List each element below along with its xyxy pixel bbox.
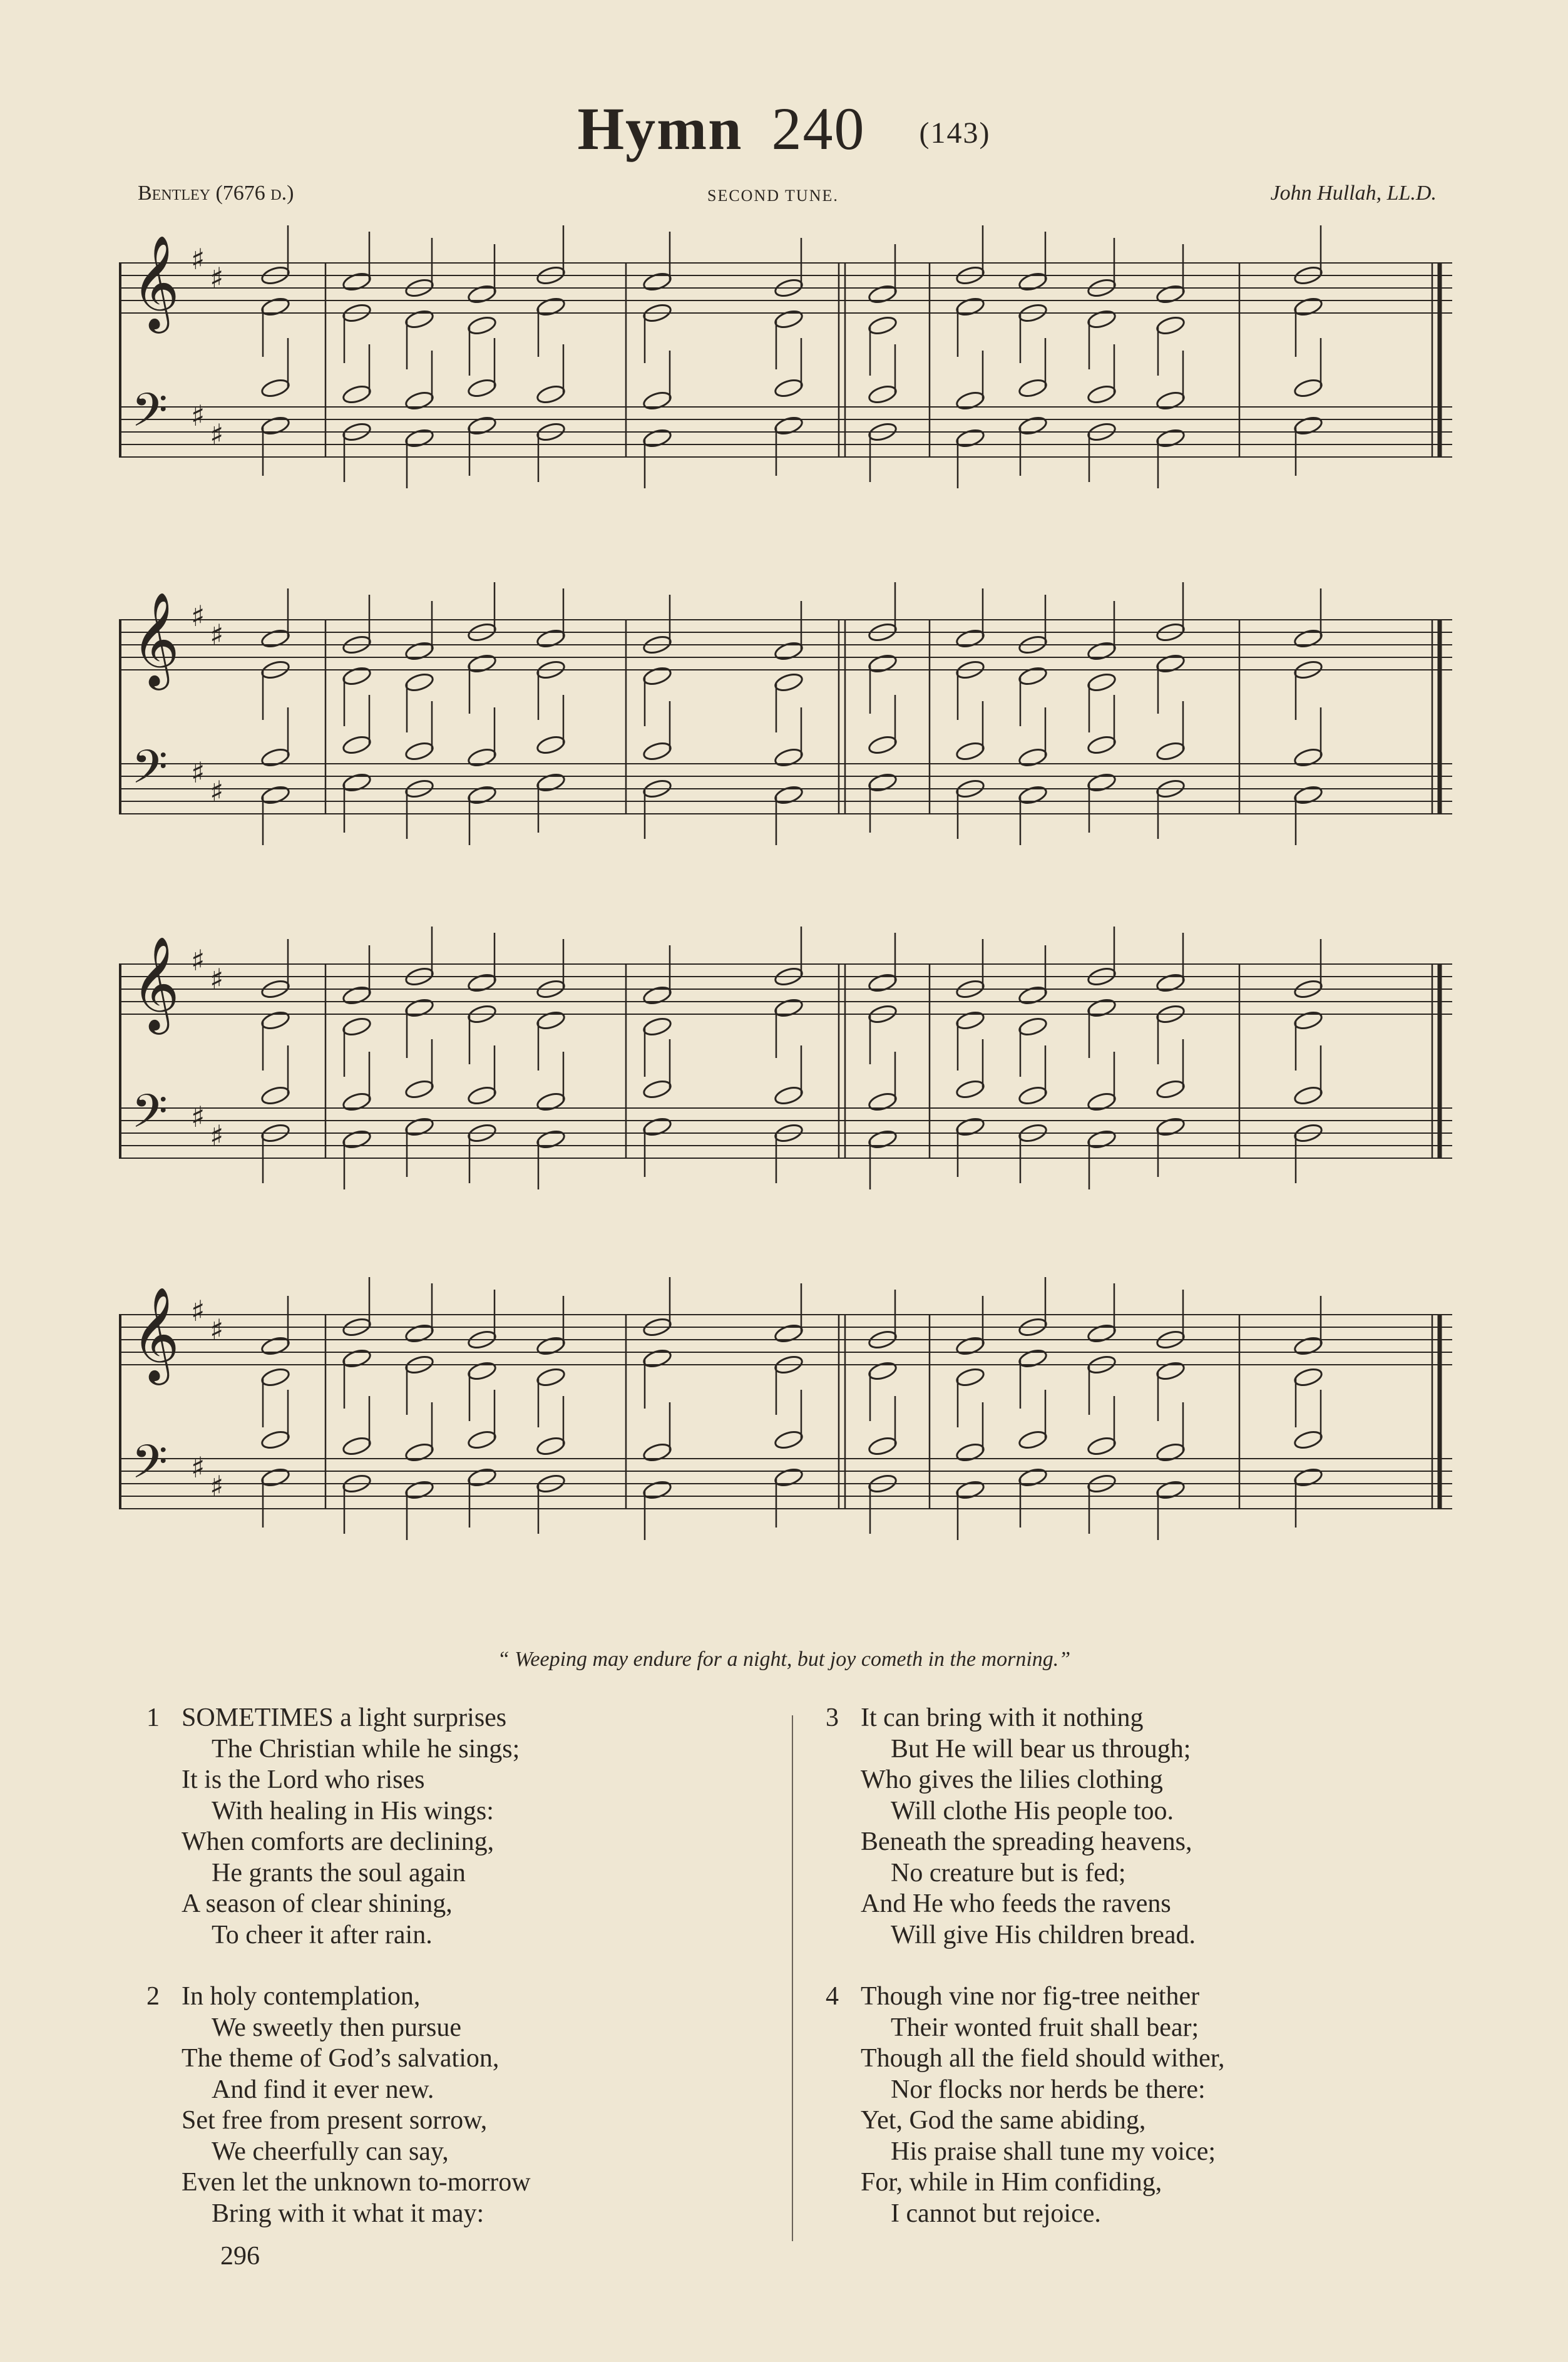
sharp-sign: ♯: [210, 1469, 224, 1503]
note-head: [1018, 377, 1048, 399]
note-head: [1087, 1091, 1117, 1113]
note-head: [467, 415, 498, 437]
composer: John Hullah, LL.D.: [1270, 182, 1437, 205]
note-head: [536, 384, 566, 406]
note-head: [404, 390, 435, 412]
bass-clef: 𝄢: [131, 1084, 168, 1150]
note-head: [260, 1367, 291, 1389]
bass-clef: 𝄢: [131, 740, 168, 806]
note-head: [1087, 1323, 1117, 1345]
note-head: [1018, 1467, 1048, 1489]
note-head: [536, 1367, 566, 1389]
sharp-sign: ♯: [210, 418, 224, 451]
note-head: [536, 1010, 566, 1032]
note-head: [260, 784, 291, 806]
note-head: [774, 784, 804, 806]
note-head: [774, 672, 804, 694]
note-head: [1156, 1360, 1186, 1382]
note-head: [1156, 315, 1186, 337]
note-head: [955, 741, 986, 763]
note-head: [536, 734, 566, 756]
verse-line: To cheer it after rain.: [212, 1920, 433, 1949]
note-head: [955, 1010, 986, 1032]
note-head: [868, 972, 898, 994]
note-head: [467, 972, 498, 994]
verse-line: Who gives the lilies clothing: [861, 1765, 1163, 1794]
note-head: [642, 1442, 673, 1464]
sharp-sign: ♯: [191, 1100, 205, 1134]
note-head: [342, 985, 372, 1007]
note-head: [955, 1479, 986, 1501]
bass-clef: 𝄢: [131, 1435, 168, 1501]
note-head: [404, 1079, 435, 1101]
title-word: Hymn: [577, 95, 743, 162]
note-head: [1087, 1435, 1117, 1457]
verse-line: Nor flocks nor herds be there:: [891, 2075, 1206, 2104]
note-head: [1087, 772, 1117, 794]
note-head: [868, 1435, 898, 1457]
note-head: [404, 672, 435, 694]
note-head: [1293, 1010, 1324, 1032]
verse-number: 3: [826, 1703, 839, 1732]
note-head: [467, 784, 498, 806]
note-head: [1293, 1467, 1324, 1489]
note-head: [1293, 377, 1324, 399]
note-head: [536, 1435, 566, 1457]
note-head: [642, 985, 673, 1007]
note-head: [260, 1010, 291, 1032]
note-head: [1087, 384, 1117, 406]
note-head: [868, 1091, 898, 1113]
note-head: [642, 428, 673, 449]
note-head: [536, 628, 566, 650]
music-system: [119, 225, 1458, 526]
sharp-sign: ♯: [210, 1119, 224, 1153]
note-head: [1087, 672, 1117, 694]
note-head: [342, 1129, 372, 1151]
note-head: [536, 1091, 566, 1113]
sharp-sign: ♯: [210, 1313, 224, 1347]
treble-clef: 𝄞: [131, 1286, 180, 1381]
verse-number: 1: [146, 1703, 160, 1732]
note-head: [642, 665, 673, 687]
note-head: [536, 296, 566, 318]
note-head: [1087, 309, 1117, 331]
note-head: [1293, 747, 1324, 769]
note-head: [1156, 1442, 1186, 1464]
verse-line: SOMETIMES a light surprises: [182, 1703, 507, 1732]
sharp-sign: ♯: [191, 756, 205, 789]
note-head: [404, 1116, 435, 1138]
alt-number: (143): [919, 116, 991, 150]
note-head: [1293, 415, 1324, 437]
sharp-sign: ♯: [210, 774, 224, 808]
note-head: [1018, 747, 1048, 769]
verse-line: And find it ever new.: [212, 2075, 434, 2104]
note-head: [774, 1467, 804, 1489]
note-head: [342, 772, 372, 794]
note-head: [868, 772, 898, 794]
note-head: [467, 1429, 498, 1451]
sharp-sign: ♯: [191, 399, 205, 433]
system-1-svg: [119, 225, 1458, 526]
treble-clef: 𝄞: [131, 234, 180, 329]
verse-column-left: [146, 1703, 782, 2260]
verse-line: It can bring with it nothing: [861, 1703, 1144, 1732]
sharp-sign: ♯: [210, 261, 224, 295]
verse-line: Though vine nor fig-tree neither: [861, 1982, 1200, 2011]
system-2-svg: [119, 582, 1458, 883]
verse-number: 2: [146, 1982, 160, 2011]
note-head: [955, 1367, 986, 1389]
note-head: [1293, 1335, 1324, 1357]
note-head: [642, 1079, 673, 1101]
note-head: [1156, 1116, 1186, 1138]
music-system: [119, 927, 1458, 1227]
verse-4: [826, 1981, 1474, 2229]
note-head: [868, 384, 898, 406]
note-head: [342, 1348, 372, 1370]
note-head: [342, 271, 372, 293]
verse-1: [146, 1703, 782, 1951]
verse-3: [826, 1703, 1474, 1951]
verse-line: In holy contemplation,: [182, 1982, 421, 2011]
note-head: [1293, 1429, 1324, 1451]
note-head: [342, 1091, 372, 1113]
note-head: [260, 1085, 291, 1107]
verse-line: Will give His children bread.: [891, 1920, 1196, 1949]
note-head: [467, 284, 498, 306]
note-head: [774, 309, 804, 331]
note-head: [1156, 653, 1186, 675]
hymn-number: 240: [771, 95, 866, 162]
note-head: [642, 1016, 673, 1038]
note-head: [1156, 1479, 1186, 1501]
page-number: 296: [220, 2242, 260, 2271]
tune-name: Bentley (7676 d.): [138, 182, 294, 205]
note-head: [467, 1085, 498, 1107]
note-head: [467, 315, 498, 337]
note-head: [955, 1442, 986, 1464]
note-head: [955, 628, 986, 650]
note-head: [467, 1467, 498, 1489]
note-head: [955, 428, 986, 449]
note-head: [868, 734, 898, 756]
note-head: [404, 640, 435, 662]
note-head: [1156, 284, 1186, 306]
note-head: [260, 747, 291, 769]
note-head: [955, 390, 986, 412]
note-head: [1018, 1429, 1048, 1451]
note-head: [955, 1079, 986, 1101]
verse-column-right: [826, 1703, 1474, 2260]
note-head: [868, 284, 898, 306]
epigraph: “ Weeping may endure for a night, but joy cometh in the morning.”: [497, 1648, 1071, 1671]
note-head: [1018, 415, 1048, 437]
sharp-sign: ♯: [191, 599, 205, 633]
note-head: [1087, 997, 1117, 1019]
note-head: [1018, 985, 1048, 1007]
note-head: [1156, 1079, 1186, 1101]
note-head: [955, 296, 986, 318]
note-head: [536, 772, 566, 794]
verse-line: Yet, God the same abiding,: [861, 2106, 1146, 2135]
note-head: [404, 428, 435, 449]
verse-line: When comforts are declining,: [182, 1827, 494, 1856]
note-head: [342, 665, 372, 687]
note-head: [868, 1129, 898, 1151]
column-divider: [792, 1715, 793, 2241]
verse-line: We sweetly then pursue: [212, 2013, 461, 2042]
note-head: [774, 415, 804, 437]
system-4-svg: [119, 1277, 1458, 1578]
note-head: [774, 377, 804, 399]
music-system: [119, 1277, 1458, 1578]
note-head: [642, 1479, 673, 1501]
note-head: [642, 390, 673, 412]
sharp-sign: ♯: [191, 1451, 205, 1484]
note-head: [1293, 628, 1324, 650]
system-3-svg: [119, 927, 1458, 1227]
note-head: [536, 1335, 566, 1357]
note-head: [774, 640, 804, 662]
note-head: [260, 415, 291, 437]
note-head: [642, 271, 673, 293]
note-head: [1156, 741, 1186, 763]
note-head: [260, 1335, 291, 1357]
note-head: [260, 377, 291, 399]
note-head: [404, 309, 435, 331]
note-head: [404, 1442, 435, 1464]
note-head: [404, 741, 435, 763]
note-head: [1018, 1348, 1048, 1370]
note-head: [404, 997, 435, 1019]
note-head: [774, 997, 804, 1019]
note-head: [467, 653, 498, 675]
note-head: [536, 1129, 566, 1151]
note-head: [774, 1085, 804, 1107]
note-head: [868, 1360, 898, 1382]
note-head: [467, 747, 498, 769]
note-head: [868, 315, 898, 337]
sharp-sign: ♯: [210, 618, 224, 652]
note-head: [404, 1323, 435, 1345]
note-head: [1018, 271, 1048, 293]
verse-line: But He will bear us through;: [891, 1734, 1191, 1764]
note-head: [1087, 1129, 1117, 1151]
note-head: [642, 1116, 673, 1138]
verse-line: Even let the unknown to-morrow: [182, 2168, 531, 2197]
treble-clef: 𝄞: [131, 591, 180, 686]
verse-line: He grants the soul again: [212, 1858, 466, 1887]
note-head: [1087, 734, 1117, 756]
note-head: [342, 734, 372, 756]
note-head: [342, 384, 372, 406]
note-head: [467, 1360, 498, 1382]
verse-line: Their wonted fruit shall bear;: [891, 2013, 1199, 2042]
note-head: [342, 1016, 372, 1038]
note-head: [260, 1467, 291, 1489]
verse-line: No creature but is fed;: [891, 1858, 1126, 1887]
bass-clef: 𝄢: [131, 383, 168, 449]
note-head: [342, 1435, 372, 1457]
sharp-sign: ♯: [210, 962, 224, 996]
verse-line: Bring with it what it may:: [212, 2199, 484, 2228]
note-head: [1156, 428, 1186, 449]
note-head: [1087, 640, 1117, 662]
note-head: [260, 628, 291, 650]
verse-line: Will clothe His people too.: [891, 1796, 1174, 1825]
note-head: [1293, 1367, 1324, 1389]
note-head: [955, 1335, 986, 1357]
note-head: [1156, 390, 1186, 412]
note-head: [1156, 972, 1186, 994]
note-head: [1293, 296, 1324, 318]
verse-line: And He who feeds the ravens: [861, 1889, 1171, 1918]
verse-line: His praise shall tune my voice;: [891, 2137, 1216, 2166]
verse-line: With healing in His wings:: [212, 1796, 494, 1825]
note-head: [955, 1116, 986, 1138]
verse-line: It is the Lord who rises: [182, 1765, 425, 1794]
note-head: [1018, 1085, 1048, 1107]
verse-line: Set free from present sorrow,: [182, 2106, 488, 2135]
note-head: [1293, 1085, 1324, 1107]
music-system: [119, 582, 1458, 883]
verse-line: The theme of God’s salvation,: [182, 2044, 500, 2073]
note-head: [642, 741, 673, 763]
treble-clef: 𝄞: [131, 935, 180, 1030]
note-head: [1018, 665, 1048, 687]
note-head: [1018, 784, 1048, 806]
sharp-sign: ♯: [191, 943, 205, 977]
note-head: [260, 296, 291, 318]
verse-line: I cannot but rejoice.: [891, 2199, 1101, 2228]
note-head: [774, 747, 804, 769]
verse-2: [146, 1981, 782, 2229]
hymn-title: [0, 94, 1568, 163]
tune-label: SECOND TUNE.: [707, 187, 839, 205]
verse-line: A season of clear shining,: [182, 1889, 453, 1918]
sharp-sign: ♯: [191, 1294, 205, 1328]
sharp-sign: ♯: [191, 242, 205, 276]
verse-line: For, while in Him confiding,: [861, 2168, 1162, 2197]
note-head: [868, 653, 898, 675]
verse-line: Though all the field should wither,: [861, 2044, 1225, 2073]
verse-line: We cheerfully can say,: [212, 2137, 449, 2166]
note-head: [1293, 784, 1324, 806]
note-head: [467, 377, 498, 399]
note-head: [774, 1323, 804, 1345]
verse-line: Beneath the spreading heavens,: [861, 1827, 1192, 1856]
verse-line: The Christian while he sings;: [212, 1734, 520, 1764]
note-head: [260, 1429, 291, 1451]
note-head: [642, 1348, 673, 1370]
note-head: [1018, 1016, 1048, 1038]
verse-number: 4: [826, 1982, 839, 2011]
note-head: [774, 1429, 804, 1451]
note-head: [404, 1479, 435, 1501]
